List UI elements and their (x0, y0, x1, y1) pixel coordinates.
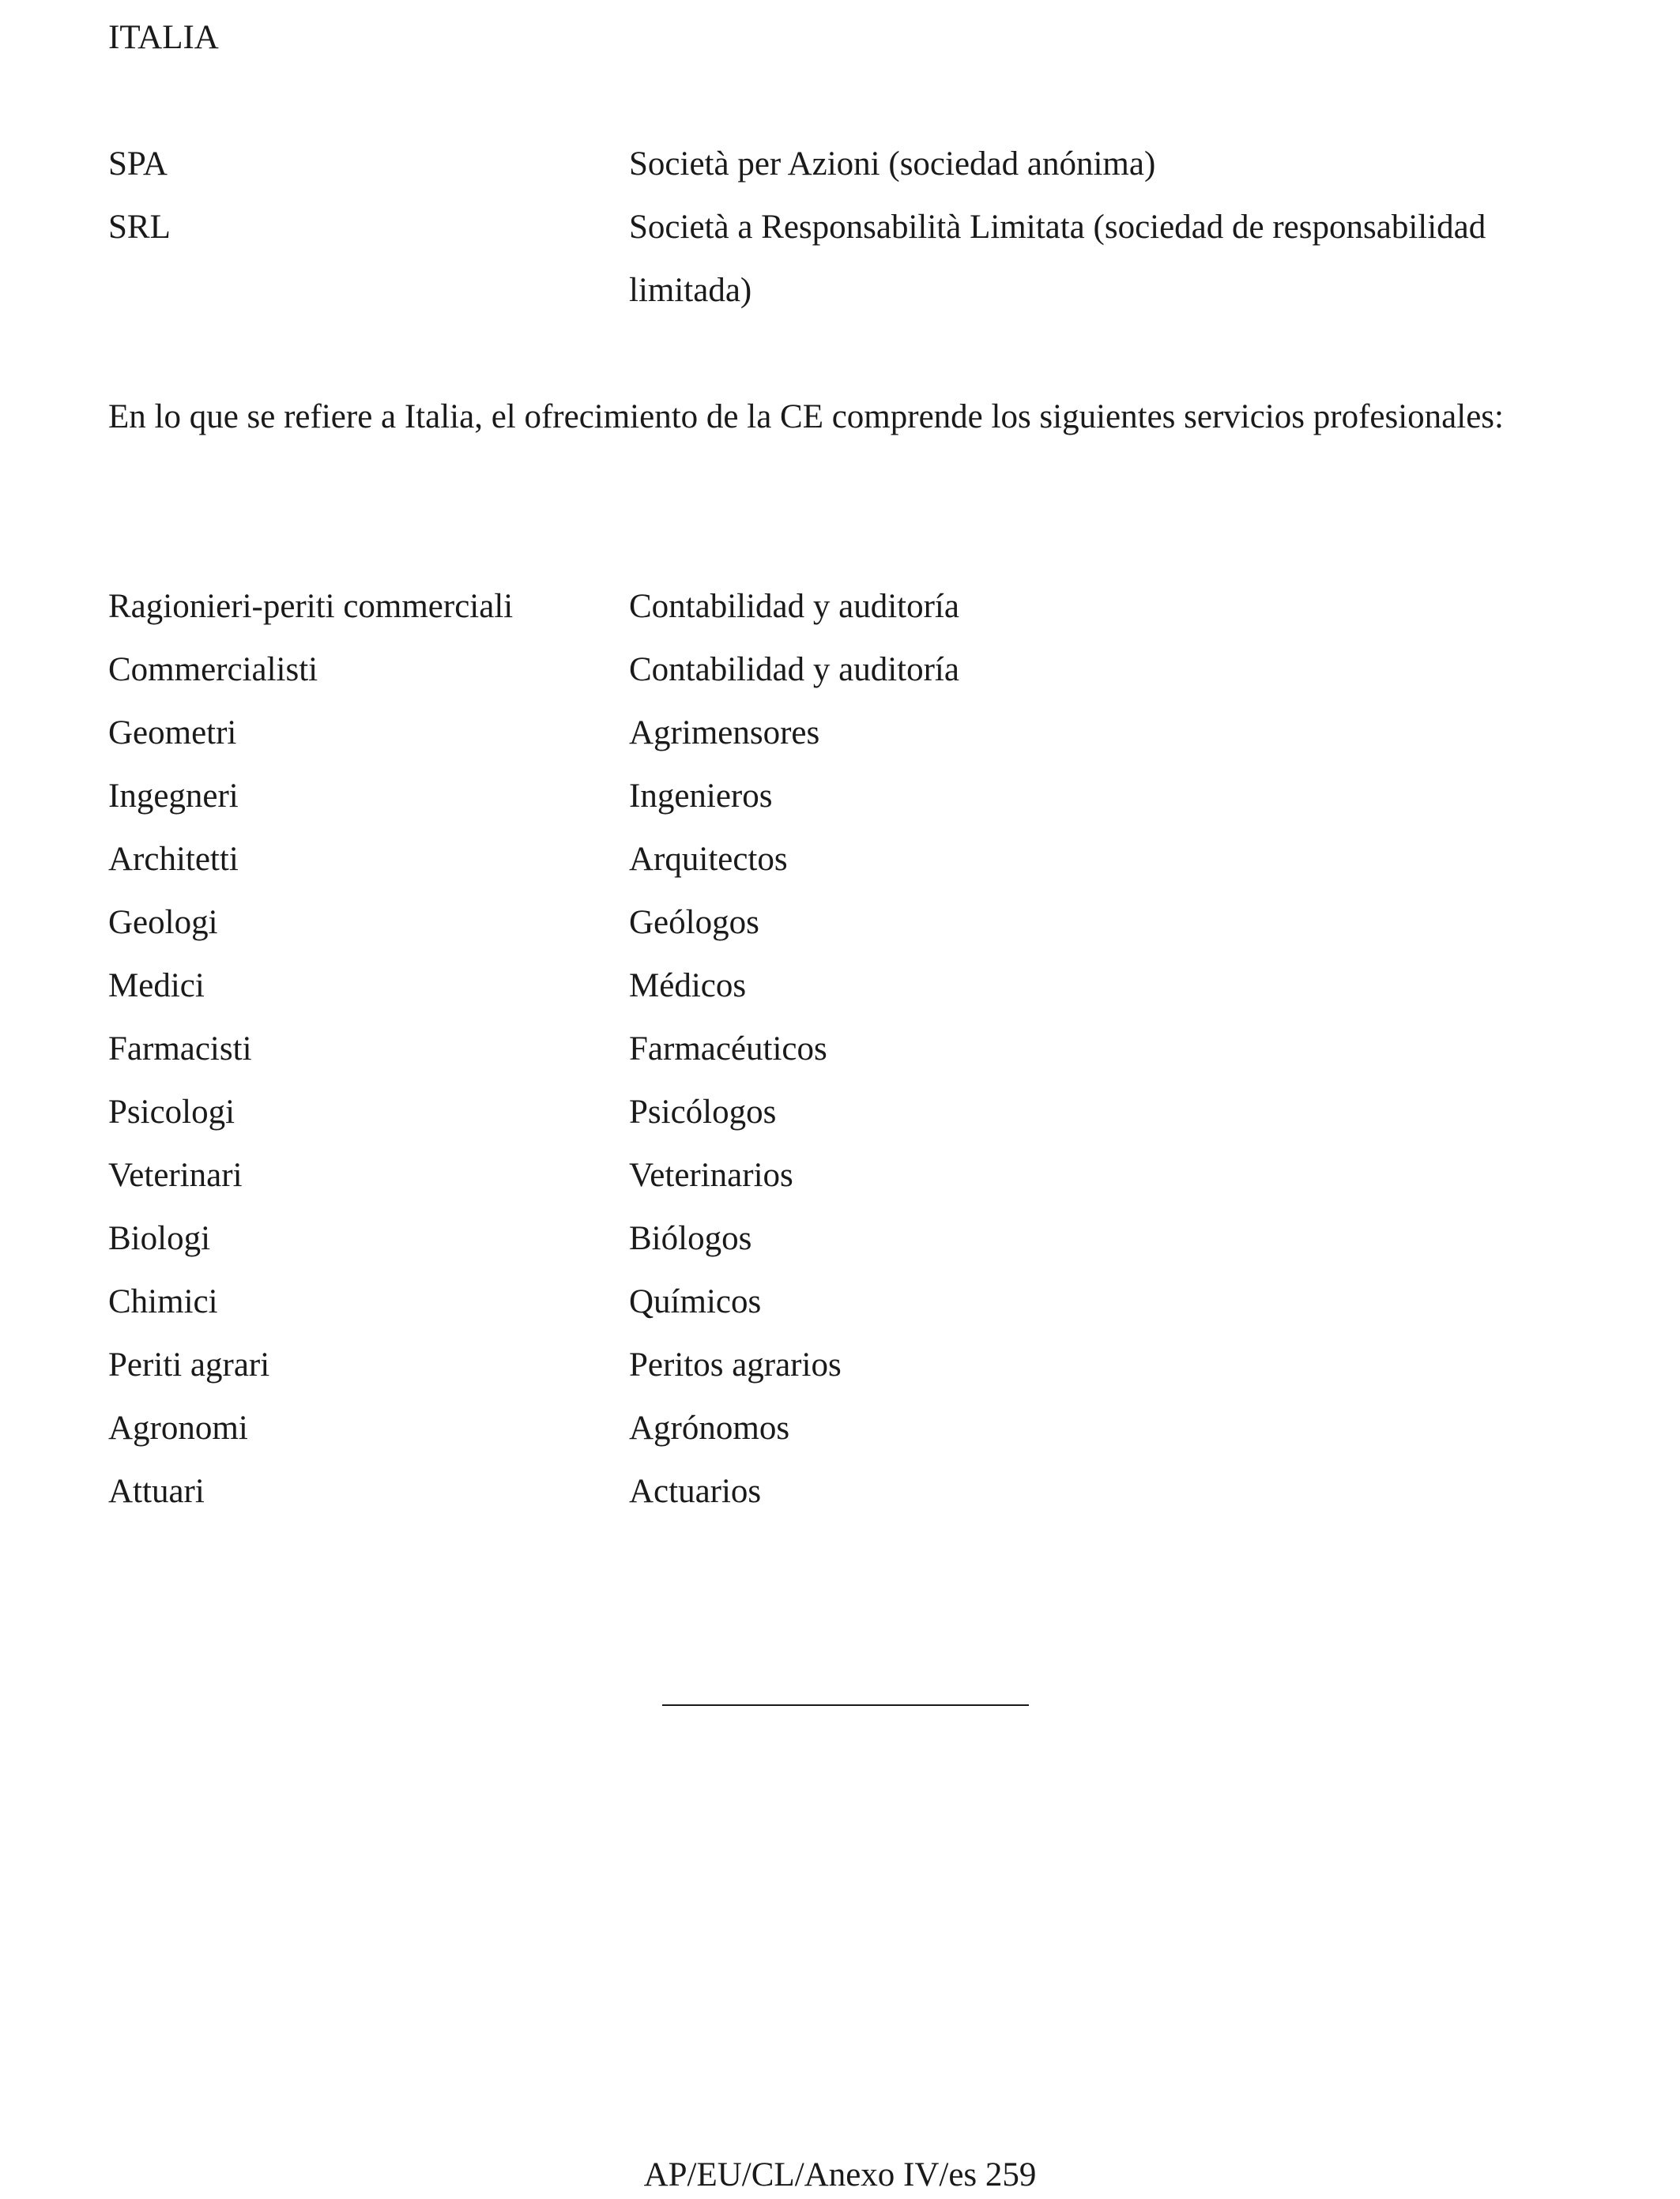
service-spanish: Farmacéuticos (629, 1030, 827, 1067)
service-spanish: Psicólogos (629, 1094, 777, 1131)
services-list (108, 575, 1570, 1523)
service-spanish: Médicos (629, 967, 747, 1004)
service-row (108, 765, 1570, 828)
service-italian: Psicologi (108, 1094, 235, 1131)
service-italian: Ingegneri (108, 778, 239, 815)
service-italian: Ragionieri-periti commerciali (108, 588, 514, 625)
service-row (108, 1144, 1570, 1207)
service-italian: Chimici (108, 1283, 218, 1320)
service-spanish: Veterinarios (629, 1157, 793, 1194)
service-row (108, 638, 1570, 702)
service-spanish: Biólogos (629, 1220, 752, 1257)
company-form-description: Società a Responsabilità Limitata (sociedad de responsabilidad limitada) (629, 209, 1486, 309)
service-row (108, 828, 1570, 891)
service-italian: Geometri (108, 714, 237, 751)
service-spanish: Contabilidad y auditoría (629, 588, 959, 625)
service-row (108, 575, 1570, 638)
company-forms-list (108, 133, 1570, 322)
service-row (108, 702, 1570, 765)
service-spanish: Agrimensores (629, 714, 820, 751)
service-row (108, 955, 1570, 1018)
country-heading: ITALIA (108, 19, 219, 56)
service-spanish: Actuarios (629, 1473, 762, 1510)
service-row (108, 891, 1570, 955)
service-row (108, 1207, 1570, 1271)
service-italian: Architetti (108, 841, 239, 878)
service-italian: Medici (108, 967, 205, 1004)
service-spanish: Peritos agrarios (629, 1346, 842, 1384)
company-form-abbr: SRL (108, 209, 171, 246)
page-footer-reference: AP/EU/CL/Anexo IV/es 259 (643, 2156, 1037, 2193)
service-italian: Biologi (108, 1220, 211, 1257)
service-spanish: Contabilidad y auditoría (629, 651, 959, 688)
end-rule-divider (662, 1704, 1029, 1706)
service-spanish: Agrónomos (629, 1410, 790, 1447)
service-row (108, 1271, 1570, 1334)
service-italian: Periti agrari (108, 1346, 270, 1384)
service-row (108, 1081, 1570, 1144)
service-italian: Geologi (108, 904, 218, 941)
service-italian: Attuari (108, 1473, 205, 1510)
service-italian: Commercialisti (108, 651, 318, 688)
service-italian: Veterinari (108, 1157, 243, 1194)
intro-paragraph: En lo que se refiere a Italia, el ofrecimiento de la CE comprende los siguientes servicios profesionales: (108, 398, 1504, 435)
service-italian: Farmacisti (108, 1030, 252, 1067)
service-spanish: Químicos (629, 1283, 762, 1320)
company-form-row (108, 133, 1570, 196)
service-row (108, 1397, 1570, 1460)
service-spanish: Ingenieros (629, 778, 773, 815)
service-italian: Agronomi (108, 1410, 248, 1447)
service-row (108, 1334, 1570, 1397)
service-row (108, 1460, 1570, 1523)
service-spanish: Geólogos (629, 904, 759, 941)
service-row (108, 1018, 1570, 1081)
company-form-abbr: SPA (108, 145, 168, 183)
company-form-description: Società per Azioni (sociedad anónima) (629, 145, 1156, 183)
company-form-row (108, 196, 1570, 322)
service-spanish: Arquitectos (629, 841, 788, 878)
